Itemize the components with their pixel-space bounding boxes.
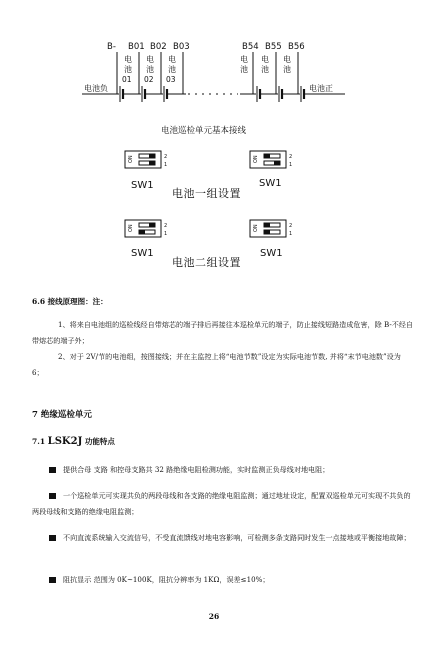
battery-wiring-diagram [0,30,428,155]
section-7-1-title: 功能特点 [82,437,115,446]
battery-positive-label: 电池正 [309,84,333,93]
battery-03-char2: 池 [168,65,176,74]
sw2-right-on: ON [253,224,259,232]
sw1-right-on: ON [253,155,259,163]
battery-02-char2: 池 [146,65,154,74]
label-b01: B01 [128,42,145,52]
section-6-6-paragraph-2: 2、对于 2V/节的电池组，按图接线；并在主监控上将“电池节数”设定为实际电池节数, 并将“末节电池数”设为 6； [32,352,401,377]
label-b54: B54 [242,42,259,52]
sw1-left-label: SW1 [131,180,154,191]
bullet-text-1: 提供合母 支路 和控母支路共 32 路绝缘电阻检测功能，实时监测正负母线对地电阻； [63,465,330,474]
battery-01-char1: 电 [124,55,132,64]
bullet-square-icon [49,535,56,541]
bullet-item-3 [32,530,414,546]
sw1-left-pos1: 1 [164,162,168,168]
bullet-square-icon [49,467,56,473]
sw1-right-pos2: 2 [289,154,293,160]
section-6-6-paragraph-1: 1、将来自电池组的巡检线经自带熔芯的端子排后再接往本巡检单元的端子，防止接线短路造成危害，除 B-不经自带熔芯的端子外； [32,320,414,345]
group1-caption: 电池一组设置 [172,187,241,200]
sw1-left-pos2: 2 [164,154,168,160]
bullet-square-icon [49,577,56,583]
bullet-item-1 [32,462,414,478]
battery-54-char1: 电 [240,55,248,64]
group2-caption: 电池二组设置 [172,256,241,269]
label-b02: B02 [150,42,167,52]
battery-02-num: 02 [144,75,154,84]
label-b56: B56 [288,42,305,52]
battery-56-char2: 池 [283,65,291,74]
sw2-left-label: SW1 [131,248,154,259]
battery-03-char1: 电 [168,55,176,64]
battery-03-num: 03 [166,75,176,84]
bullet-text-2: 一个巡检单元可实现共负的两段母线和各支路的绝缘电阻监测；通过地址设定，配置双巡检单元可实现不共负的两段母线和支路的绝缘电阻监测； [32,491,411,516]
sw2-right-pos1: 1 [289,231,293,237]
label-b03: B03 [173,42,190,52]
sw2-left-pos1: 1 [164,231,168,237]
wiring-diagram-caption: 电池巡检单元基本接线 [161,126,247,136]
sw1-right-pos1: 1 [289,162,293,168]
battery-01-num: 01 [122,75,132,84]
battery-54-char2: 池 [240,65,248,74]
battery-55-char1: 电 [261,55,269,64]
battery-negative-label: 电池负 [84,84,108,93]
label-b-minus: B- [107,42,116,52]
sw2-right-pos2: 2 [289,223,293,229]
battery-02-char1: 电 [146,55,154,64]
page-number: 26 [208,612,220,621]
sw1-left-on: ON [128,155,134,163]
section-7-heading: 7 绝缘巡检单元 [32,410,92,420]
battery-55-char2: 池 [261,65,269,74]
bullet-text-3: 不向直流系统输入交流信号，不受直流馈线对地电容影响，可检测多条支路同时发生一点接地或平衡接地故障； [63,533,411,542]
sw2-left-on: ON [128,224,134,232]
bullet-item-2 [32,488,414,520]
bullet-square-icon [49,493,56,499]
section-7-1-model: LSK2J [47,436,83,447]
section-6-6-heading: 6.6 接线原理图：注： [32,297,108,306]
section-7-1-number: 7.1 [32,437,48,446]
battery-56-char1: 电 [283,55,291,64]
sw1-right-label: SW1 [259,178,282,189]
sw2-right-label: SW1 [260,248,283,259]
bullet-text-4: 阻抗显示 范围为 0K~100K，阻抗分辨率为 1KΩ，误差≤10%； [63,575,270,584]
section-7-1-heading [32,436,115,447]
battery-01-char2: 池 [124,65,132,74]
bullet-item-4 [32,572,414,588]
sw2-left-pos2: 2 [164,223,168,229]
label-b55: B55 [265,42,282,52]
